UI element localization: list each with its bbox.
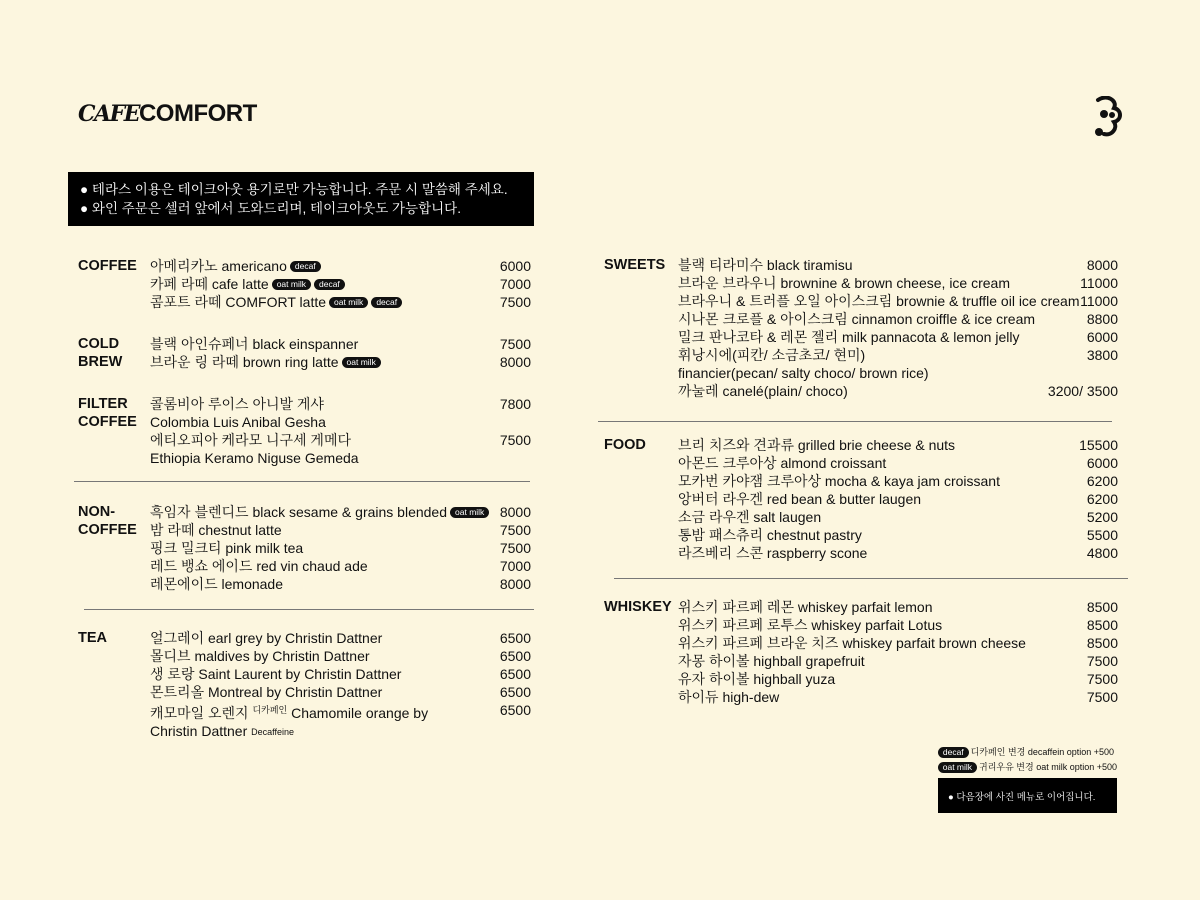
item-price: 7500 xyxy=(499,540,531,556)
next-page-note: ● 다음장에 사진 메뉴로 이어집니다. xyxy=(938,778,1117,813)
decaffeine-note-en: Decaffeine xyxy=(251,727,295,737)
item-price: 6200 xyxy=(1086,491,1118,507)
menu-item xyxy=(150,665,401,683)
item-price: 7500 xyxy=(499,432,531,448)
item-name: 몬트리올 Montreal by Christin Dattner xyxy=(150,684,383,700)
menu-item xyxy=(678,256,853,274)
menu-item xyxy=(150,431,359,467)
menu-item xyxy=(678,274,1010,292)
decaf-badge: decaf xyxy=(314,279,345,290)
item-name-en: Ethiopia Keramo Niguse Gemeda xyxy=(150,450,359,466)
title-line: COLD xyxy=(78,336,120,352)
section-food xyxy=(604,436,1118,566)
item-name-en: Colombia Luis Anibal Gesha xyxy=(150,414,326,430)
item-name-en: financier(pecan/ salty choco/ brown rice) xyxy=(678,365,929,381)
menu-item xyxy=(150,683,382,701)
item-name: 위스키 파르페 로투스 whiskey parfait Lotus xyxy=(678,617,943,633)
section-divider xyxy=(614,578,1128,579)
item-price: 8000 xyxy=(499,576,531,592)
section-title: SWEETS xyxy=(604,257,666,273)
item-price: 8500 xyxy=(1086,635,1118,651)
item-name: 시나몬 크로플 & 아이스크림 cinnamon croiffle & ice cream xyxy=(678,311,1036,327)
legend-decaf xyxy=(938,746,1114,758)
item-name: 아메리카노 americano xyxy=(150,258,287,274)
decaf-badge: decaf xyxy=(371,297,402,308)
item-name-en: Chamomile orange by xyxy=(291,705,429,721)
item-name: 브라운 링 라떼 brown ring latte xyxy=(150,354,339,370)
title-line: COFFEE xyxy=(78,414,137,430)
item-name: 라즈베리 스콘 raspberry scone xyxy=(678,545,868,561)
item-price: 6000 xyxy=(1086,455,1118,471)
oat-milk-badge: oat milk xyxy=(450,507,489,518)
item-name: 브리 치즈와 견과류 grilled brie cheese & nuts xyxy=(678,437,956,453)
menu-item xyxy=(678,688,779,706)
item-price: 4800 xyxy=(1086,545,1118,561)
cafe-logo xyxy=(78,100,257,128)
item-name: 자몽 하이볼 highball grapefruit xyxy=(678,653,865,669)
section-coffee xyxy=(78,257,534,317)
brand-mark-icon xyxy=(1092,96,1124,140)
item-price: 6500 xyxy=(499,702,531,718)
menu-item xyxy=(150,293,402,311)
section-title xyxy=(78,395,137,431)
menu-item xyxy=(678,346,929,382)
menu-item xyxy=(678,436,955,454)
legend-text: 귀리우유 변경 oat milk option +500 xyxy=(979,762,1117,772)
section-divider xyxy=(84,609,534,610)
item-name: 콤포트 라떼 COMFORT latte xyxy=(150,294,327,310)
item-price: 3800 xyxy=(1086,347,1118,363)
item-name: 앙버터 라우겐 red bean & butter laugen xyxy=(678,491,922,507)
item-price: 15500 xyxy=(1079,437,1118,453)
item-price: 5200 xyxy=(1086,509,1118,525)
item-price: 7500 xyxy=(499,294,531,310)
section-sweets xyxy=(604,256,1118,401)
oat-milk-badge: oat milk xyxy=(938,762,977,773)
item-name: 위스키 파르페 레몬 whiskey parfait lemon xyxy=(678,599,933,615)
section-title: TEA xyxy=(78,630,107,646)
item-price: 3200/ 3500 xyxy=(1047,383,1118,399)
section-divider xyxy=(74,481,530,482)
notice-box xyxy=(68,172,534,226)
item-price: 8000 xyxy=(499,504,531,520)
item-name: 몰디브 maldives by Christin Dattner xyxy=(150,648,370,664)
item-price: 6500 xyxy=(499,684,531,700)
menu-item xyxy=(678,616,942,634)
menu-item xyxy=(678,472,1000,490)
item-name-en: Christin Dattner xyxy=(150,723,248,739)
title-line: NON- xyxy=(78,504,116,520)
notice-line: ● 와인 주문은 셀러 앞에서 도와드리며, 테이크아웃도 가능합니다. xyxy=(80,201,461,216)
item-name: 브라우니 & 트러플 오일 아이스크림 brownie & truffle oil ice cream xyxy=(678,293,1080,309)
menu-item xyxy=(678,490,921,508)
menu-item xyxy=(150,395,326,431)
item-name: 콜롬비아 루이스 아니발 게샤 xyxy=(150,396,324,412)
menu-item xyxy=(678,544,867,562)
decaf-badge: decaf xyxy=(938,747,969,758)
logo-cafe-text: CAFE xyxy=(78,101,139,127)
menu-item xyxy=(678,382,848,400)
section-tea xyxy=(78,629,534,739)
oat-milk-badge: oat milk xyxy=(272,279,311,290)
section-title: WHISKEY xyxy=(604,599,672,615)
decaffeine-note-ko: 디카페인 xyxy=(252,705,288,715)
menu-item xyxy=(150,521,282,539)
item-price: 6500 xyxy=(499,666,531,682)
item-name: 핑크 밀크티 pink milk tea xyxy=(150,540,304,556)
menu-item xyxy=(678,328,1019,346)
item-price: 7000 xyxy=(499,276,531,292)
item-price: 7000 xyxy=(499,558,531,574)
item-name: 모카번 카야잼 크루아상 mocha & kaya jam croissant xyxy=(678,473,1000,489)
title-line: FILTER xyxy=(78,396,128,412)
item-name: 하이듀 high-dew xyxy=(678,689,780,705)
item-price: 7500 xyxy=(1086,689,1118,705)
section-divider xyxy=(598,421,1112,422)
item-price: 7500 xyxy=(499,336,531,352)
item-name: 통밤 패스츄리 chestnut pastry xyxy=(678,527,862,543)
section-title: COFFEE xyxy=(78,258,137,274)
item-price: 5500 xyxy=(1086,527,1118,543)
menu-item xyxy=(150,557,368,575)
section-non-coffee xyxy=(78,503,534,593)
item-name: 까눌레 canelé(plain/ choco) xyxy=(678,383,848,399)
item-name: 블랙 티라미수 black tiramisu xyxy=(678,257,853,273)
title-line: COFFEE xyxy=(78,522,137,538)
item-price: 8000 xyxy=(499,354,531,370)
item-price: 8000 xyxy=(1086,257,1118,273)
item-name: 밀크 판나코타 & 레몬 젤리 milk pannacota & lemon jelly xyxy=(678,329,1020,345)
oat-milk-badge: oat milk xyxy=(342,357,381,368)
item-name: 생 로랑 Saint Laurent by Christin Dattner xyxy=(150,666,402,682)
section-whiskey xyxy=(604,598,1118,708)
item-price: 7500 xyxy=(1086,671,1118,687)
item-name: 브라운 브라우니 brownine & brown cheese, ice cream xyxy=(678,275,1011,291)
item-price: 7500 xyxy=(1086,653,1118,669)
menu-item xyxy=(678,310,1035,328)
menu-item xyxy=(150,275,345,293)
item-name: 아몬드 크루아상 almond croissant xyxy=(678,455,887,471)
menu-item xyxy=(678,670,835,688)
item-name: 카페 라떼 cafe latte xyxy=(150,276,269,292)
menu-item xyxy=(150,647,370,665)
item-price: 6000 xyxy=(499,258,531,274)
section-title xyxy=(78,335,122,371)
menu-item xyxy=(150,335,358,353)
menu-item xyxy=(150,701,428,741)
item-price: 7800 xyxy=(499,396,531,412)
menu-item xyxy=(678,292,1080,310)
notice-line: ● 테라스 이용은 테이크아웃 용기로만 가능합니다. 주문 시 말씀해 주세요. xyxy=(80,182,508,197)
item-price: 6500 xyxy=(499,630,531,646)
menu-item xyxy=(678,598,932,616)
item-name: 레몬에이드 lemonade xyxy=(150,576,283,592)
item-price: 7500 xyxy=(499,522,531,538)
section-title xyxy=(78,503,137,539)
item-price: 8500 xyxy=(1086,617,1118,633)
menu-item xyxy=(678,652,865,670)
menu-item xyxy=(678,508,821,526)
item-name: 블랙 아인슈페너 black einspanner xyxy=(150,336,359,352)
item-name: 휘낭시에(피칸/ 소금초코/ 현미) xyxy=(678,347,866,363)
menu-item xyxy=(150,257,321,275)
item-name: 에티오피아 케라모 니구세 게메다 xyxy=(150,432,352,448)
item-name: 밤 라떼 chestnut latte xyxy=(150,522,282,538)
oat-milk-badge: oat milk xyxy=(329,297,368,308)
item-name: 흑임자 블렌디드 black sesame & grains blended xyxy=(150,504,448,520)
item-name: 레드 뱅쇼 에이드 red vin chaud ade xyxy=(150,558,368,574)
menu-item xyxy=(678,634,1026,652)
section-cold-brew xyxy=(78,335,534,375)
menu-item xyxy=(678,526,862,544)
menu-item xyxy=(150,353,381,371)
section-title: FOOD xyxy=(604,437,646,453)
title-line: BREW xyxy=(78,354,123,370)
legend-oat-milk xyxy=(938,761,1117,773)
item-name: 유자 하이볼 highball yuza xyxy=(678,671,836,687)
item-name: 얼그레이 earl grey by Christin Dattner xyxy=(150,630,383,646)
item-price: 11000 xyxy=(1080,293,1118,309)
item-price: 8800 xyxy=(1086,311,1118,327)
menu-item xyxy=(150,629,382,647)
legend-text: 디카페인 변경 decaffein option +500 xyxy=(970,747,1114,757)
menu-item xyxy=(150,539,303,557)
menu-item xyxy=(150,575,283,593)
menu-item xyxy=(678,454,886,472)
item-name: 위스키 파르페 브라운 치즈 whiskey parfait brown cheese xyxy=(678,635,1026,651)
item-price: 11000 xyxy=(1080,275,1118,291)
item-name: 소금 라우겐 salt laugen xyxy=(678,509,822,525)
item-price: 6500 xyxy=(499,648,531,664)
item-price: 6000 xyxy=(1086,329,1118,345)
logo-comfort-text: COMFORT xyxy=(138,100,257,127)
menu-item xyxy=(150,503,489,521)
decaf-badge: decaf xyxy=(290,261,321,272)
item-price: 6200 xyxy=(1086,473,1118,489)
item-price: 8500 xyxy=(1086,599,1118,615)
section-filter-coffee xyxy=(78,395,534,470)
item-name: 캐모마일 오렌지 xyxy=(150,705,249,721)
